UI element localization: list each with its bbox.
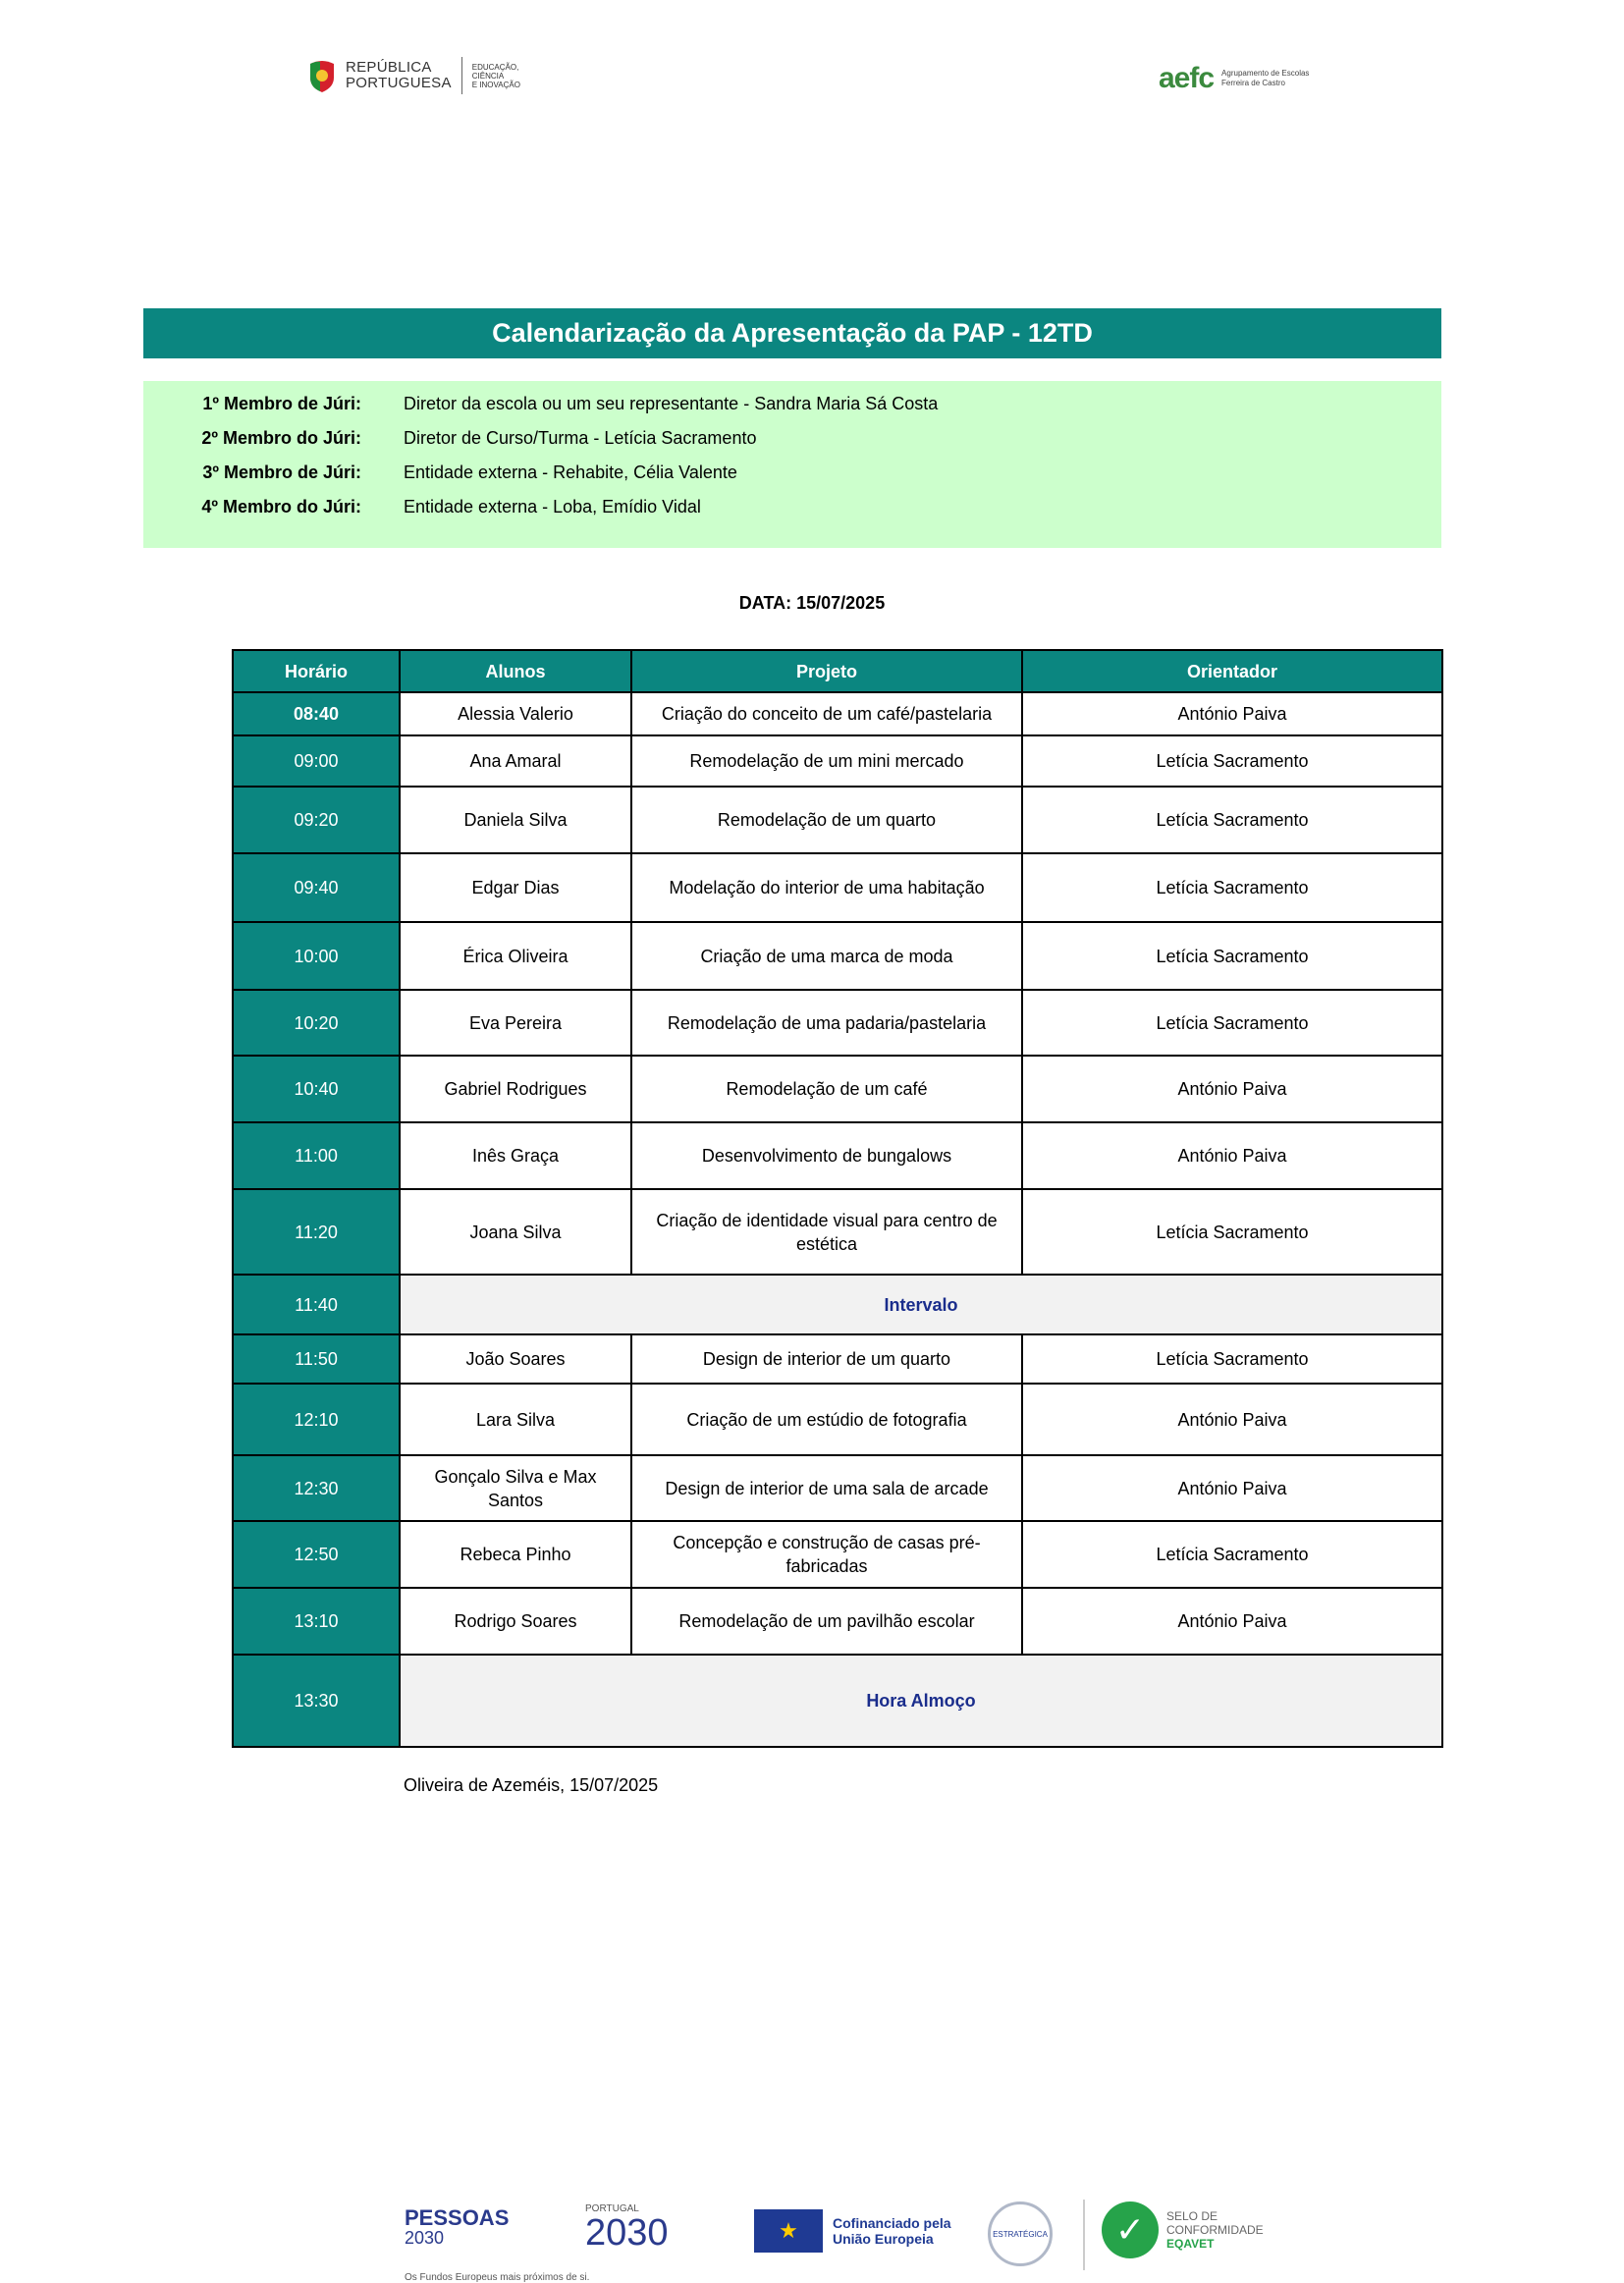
eu-cofinancing-logo bbox=[754, 2209, 951, 2253]
ministry-line1: EDUCAÇÃO, CIÊNCIA bbox=[471, 62, 519, 81]
rp-line1: REPÚBLICA bbox=[346, 59, 432, 76]
table-row bbox=[233, 1122, 1442, 1189]
student-cell: Érica Oliveira bbox=[400, 922, 631, 990]
aefc-logo bbox=[1159, 54, 1345, 103]
time-cell: 12:50 bbox=[233, 1521, 400, 1588]
header-alunos: Alunos bbox=[400, 650, 631, 692]
time-cell: 13:10 bbox=[233, 1588, 400, 1655]
eqavet-line1: SELO DE bbox=[1166, 2209, 1218, 2223]
project-cell: Concepção e construção de casas pré-fabricadas bbox=[631, 1521, 1022, 1588]
table-row bbox=[233, 1455, 1442, 1521]
student-cell: Alessia Valerio bbox=[400, 692, 631, 735]
jury-label: 3º Membro de Júri: bbox=[202, 462, 361, 482]
table-row bbox=[233, 1384, 1442, 1455]
jury-row bbox=[143, 421, 1441, 456]
jury-row bbox=[143, 387, 1441, 421]
time-cell: 12:10 bbox=[233, 1384, 400, 1455]
portugal-year: 2030 bbox=[585, 2212, 669, 2254]
break-cell: Hora Almoço bbox=[400, 1655, 1442, 1747]
student-cell: Ana Amaral bbox=[400, 735, 631, 787]
project-cell: Criação de identidade visual para centro de estética bbox=[631, 1189, 1022, 1275]
portugal-2030-logo bbox=[585, 2203, 669, 2252]
project-cell: Remodelação de uma padaria/pastelaria bbox=[631, 990, 1022, 1056]
advisor-cell: António Paiva bbox=[1022, 1384, 1442, 1455]
table-row bbox=[233, 990, 1442, 1056]
student-cell: Daniela Silva bbox=[400, 787, 631, 853]
pessoas-tagline: Os Fundos Europeus mais próximos de si. bbox=[405, 2272, 590, 2283]
time-cell: 13:30 bbox=[233, 1655, 400, 1747]
project-cell: Remodelação de um pavilhão escolar bbox=[631, 1588, 1022, 1655]
project-cell: Design de interior de um quarto bbox=[631, 1334, 1022, 1384]
time-cell: 09:40 bbox=[233, 853, 400, 922]
table-row bbox=[233, 1334, 1442, 1384]
republica-text bbox=[346, 60, 452, 91]
jury-row bbox=[143, 456, 1441, 490]
project-cell: Modelação do interior de uma habitação bbox=[631, 853, 1022, 922]
schedule-table bbox=[232, 649, 1443, 1748]
project-cell: Design de interior de uma sala de arcade bbox=[631, 1455, 1022, 1521]
header-projeto: Projeto bbox=[631, 650, 1022, 692]
time-cell: 11:20 bbox=[233, 1189, 400, 1275]
advisor-cell: António Paiva bbox=[1022, 1455, 1442, 1521]
table-row bbox=[233, 1056, 1442, 1122]
eqavet-seal-logo bbox=[1102, 2201, 1264, 2258]
jury-label: 4º Membro do Júri: bbox=[201, 497, 361, 516]
advisor-cell: Letícia Sacramento bbox=[1022, 735, 1442, 787]
jury-value: Diretor da escola ou um seu representante - Sandra Maria Sá Costa bbox=[404, 394, 939, 413]
eqavet-line3: EQAVET bbox=[1166, 2237, 1215, 2251]
advisor-cell: António Paiva bbox=[1022, 692, 1442, 735]
eu-flag-icon: ★ bbox=[754, 2209, 823, 2253]
time-cell: 11:50 bbox=[233, 1334, 400, 1384]
time-cell: 08:40 bbox=[233, 692, 400, 735]
student-cell: Rebeca Pinho bbox=[400, 1521, 631, 1588]
rp-line2: PORTUGUESA bbox=[346, 75, 452, 91]
break-cell: Intervalo bbox=[400, 1275, 1442, 1334]
aefc-sub-line1: Agrupamento de Escolas bbox=[1221, 69, 1310, 78]
pessoas-year: 2030 bbox=[405, 2228, 445, 2248]
place-and-date: Oliveira de Azeméis, 15/07/2025 bbox=[404, 1775, 659, 1795]
jury-row bbox=[143, 490, 1441, 524]
ministry-line2: E INOVAÇÃO bbox=[471, 80, 520, 89]
student-cell: Edgar Dias bbox=[400, 853, 631, 922]
aefc-sub-line2: Ferreira de Castro bbox=[1221, 79, 1285, 87]
republica-portuguesa-logo bbox=[306, 54, 552, 97]
jury-value: Diretor de Curso/Turma - Letícia Sacramento bbox=[404, 428, 757, 448]
page-title: Calendarização da Apresentação da PAP - 12TD bbox=[143, 308, 1441, 358]
student-cell: João Soares bbox=[400, 1334, 631, 1384]
table-row bbox=[233, 853, 1442, 922]
jury-value: Entidade externa - Loba, Emídio Vidal bbox=[404, 497, 701, 516]
student-cell: Rodrigo Soares bbox=[400, 1588, 631, 1655]
time-cell: 10:20 bbox=[233, 990, 400, 1056]
student-cell: Joana Silva bbox=[400, 1189, 631, 1275]
project-cell: Remodelação de um mini mercado bbox=[631, 735, 1022, 787]
table-row bbox=[233, 1189, 1442, 1275]
footer-logos bbox=[403, 2190, 1286, 2283]
jury-panel bbox=[143, 381, 1441, 548]
table-header-row bbox=[233, 650, 1442, 692]
pessoas-2030-logo bbox=[405, 2207, 509, 2247]
portugal-emblem-icon bbox=[306, 58, 338, 93]
time-cell: 10:40 bbox=[233, 1056, 400, 1122]
jury-label: 2º Membro do Júri: bbox=[201, 428, 361, 448]
table-row bbox=[233, 1521, 1442, 1588]
student-cell: Eva Pereira bbox=[400, 990, 631, 1056]
advisor-cell: António Paiva bbox=[1022, 1122, 1442, 1189]
presentation-date: DATA: 15/07/2025 bbox=[738, 593, 886, 613]
student-cell: Gonçalo Silva e Max Santos bbox=[400, 1455, 631, 1521]
time-cell: 10:00 bbox=[233, 922, 400, 990]
student-cell: Gabriel Rodrigues bbox=[400, 1056, 631, 1122]
advisor-cell: António Paiva bbox=[1022, 1588, 1442, 1655]
advisor-cell: Letícia Sacramento bbox=[1022, 853, 1442, 922]
ministry-text bbox=[472, 63, 552, 89]
advisor-cell: Letícia Sacramento bbox=[1022, 1189, 1442, 1275]
jury-label: 1º Membro de Júri: bbox=[202, 394, 361, 413]
eqavet-line2: CONFORMIDADE bbox=[1166, 2223, 1264, 2237]
strategic-badge-icon bbox=[988, 2201, 1053, 2266]
table-row bbox=[233, 735, 1442, 787]
time-cell: 11:00 bbox=[233, 1122, 400, 1189]
table-row bbox=[233, 692, 1442, 735]
table-row-break bbox=[233, 1275, 1442, 1334]
advisor-cell: Letícia Sacramento bbox=[1022, 990, 1442, 1056]
advisor-cell: António Paiva bbox=[1022, 1056, 1442, 1122]
pessoas-title: PESSOAS bbox=[405, 2205, 510, 2230]
eu-line1: Cofinanciado pela bbox=[833, 2215, 951, 2231]
time-cell: 09:20 bbox=[233, 787, 400, 853]
portugal-label: PORTUGAL bbox=[585, 2203, 639, 2214]
table-row-break bbox=[233, 1655, 1442, 1747]
time-cell: 09:00 bbox=[233, 735, 400, 787]
student-cell: Lara Silva bbox=[400, 1384, 631, 1455]
advisor-cell: Letícia Sacramento bbox=[1022, 922, 1442, 990]
project-cell: Remodelação de um quarto bbox=[631, 787, 1022, 853]
aefc-mark: aefc bbox=[1159, 62, 1215, 94]
checkmark-icon: ✓ bbox=[1102, 2201, 1159, 2258]
project-cell: Remodelação de um café bbox=[631, 1056, 1022, 1122]
advisor-cell: Letícia Sacramento bbox=[1022, 787, 1442, 853]
table-row bbox=[233, 922, 1442, 990]
project-cell: Desenvolvimento de bungalows bbox=[631, 1122, 1022, 1189]
header-orientador: Orientador bbox=[1022, 650, 1442, 692]
project-cell: Criação de um estúdio de fotografia bbox=[631, 1384, 1022, 1455]
table-row bbox=[233, 787, 1442, 853]
project-cell: Criação do conceito de um café/pastelaria bbox=[631, 692, 1022, 735]
aefc-subtitle bbox=[1221, 69, 1309, 88]
jury-value: Entidade externa - Rehabite, Célia Valente bbox=[404, 462, 737, 482]
student-cell: Inês Graça bbox=[400, 1122, 631, 1189]
header-horario: Horário bbox=[233, 650, 400, 692]
logo-divider bbox=[461, 57, 462, 94]
advisor-cell: Letícia Sacramento bbox=[1022, 1334, 1442, 1384]
time-cell: 12:30 bbox=[233, 1455, 400, 1521]
badge-text: ESTRATÉGICA bbox=[993, 2229, 1048, 2239]
eu-line2: União Europeia bbox=[833, 2231, 934, 2247]
table-row bbox=[233, 1588, 1442, 1655]
footer-divider bbox=[1083, 2200, 1085, 2270]
time-cell: 11:40 bbox=[233, 1275, 400, 1334]
project-cell: Criação de uma marca de moda bbox=[631, 922, 1022, 990]
advisor-cell: Letícia Sacramento bbox=[1022, 1521, 1442, 1588]
